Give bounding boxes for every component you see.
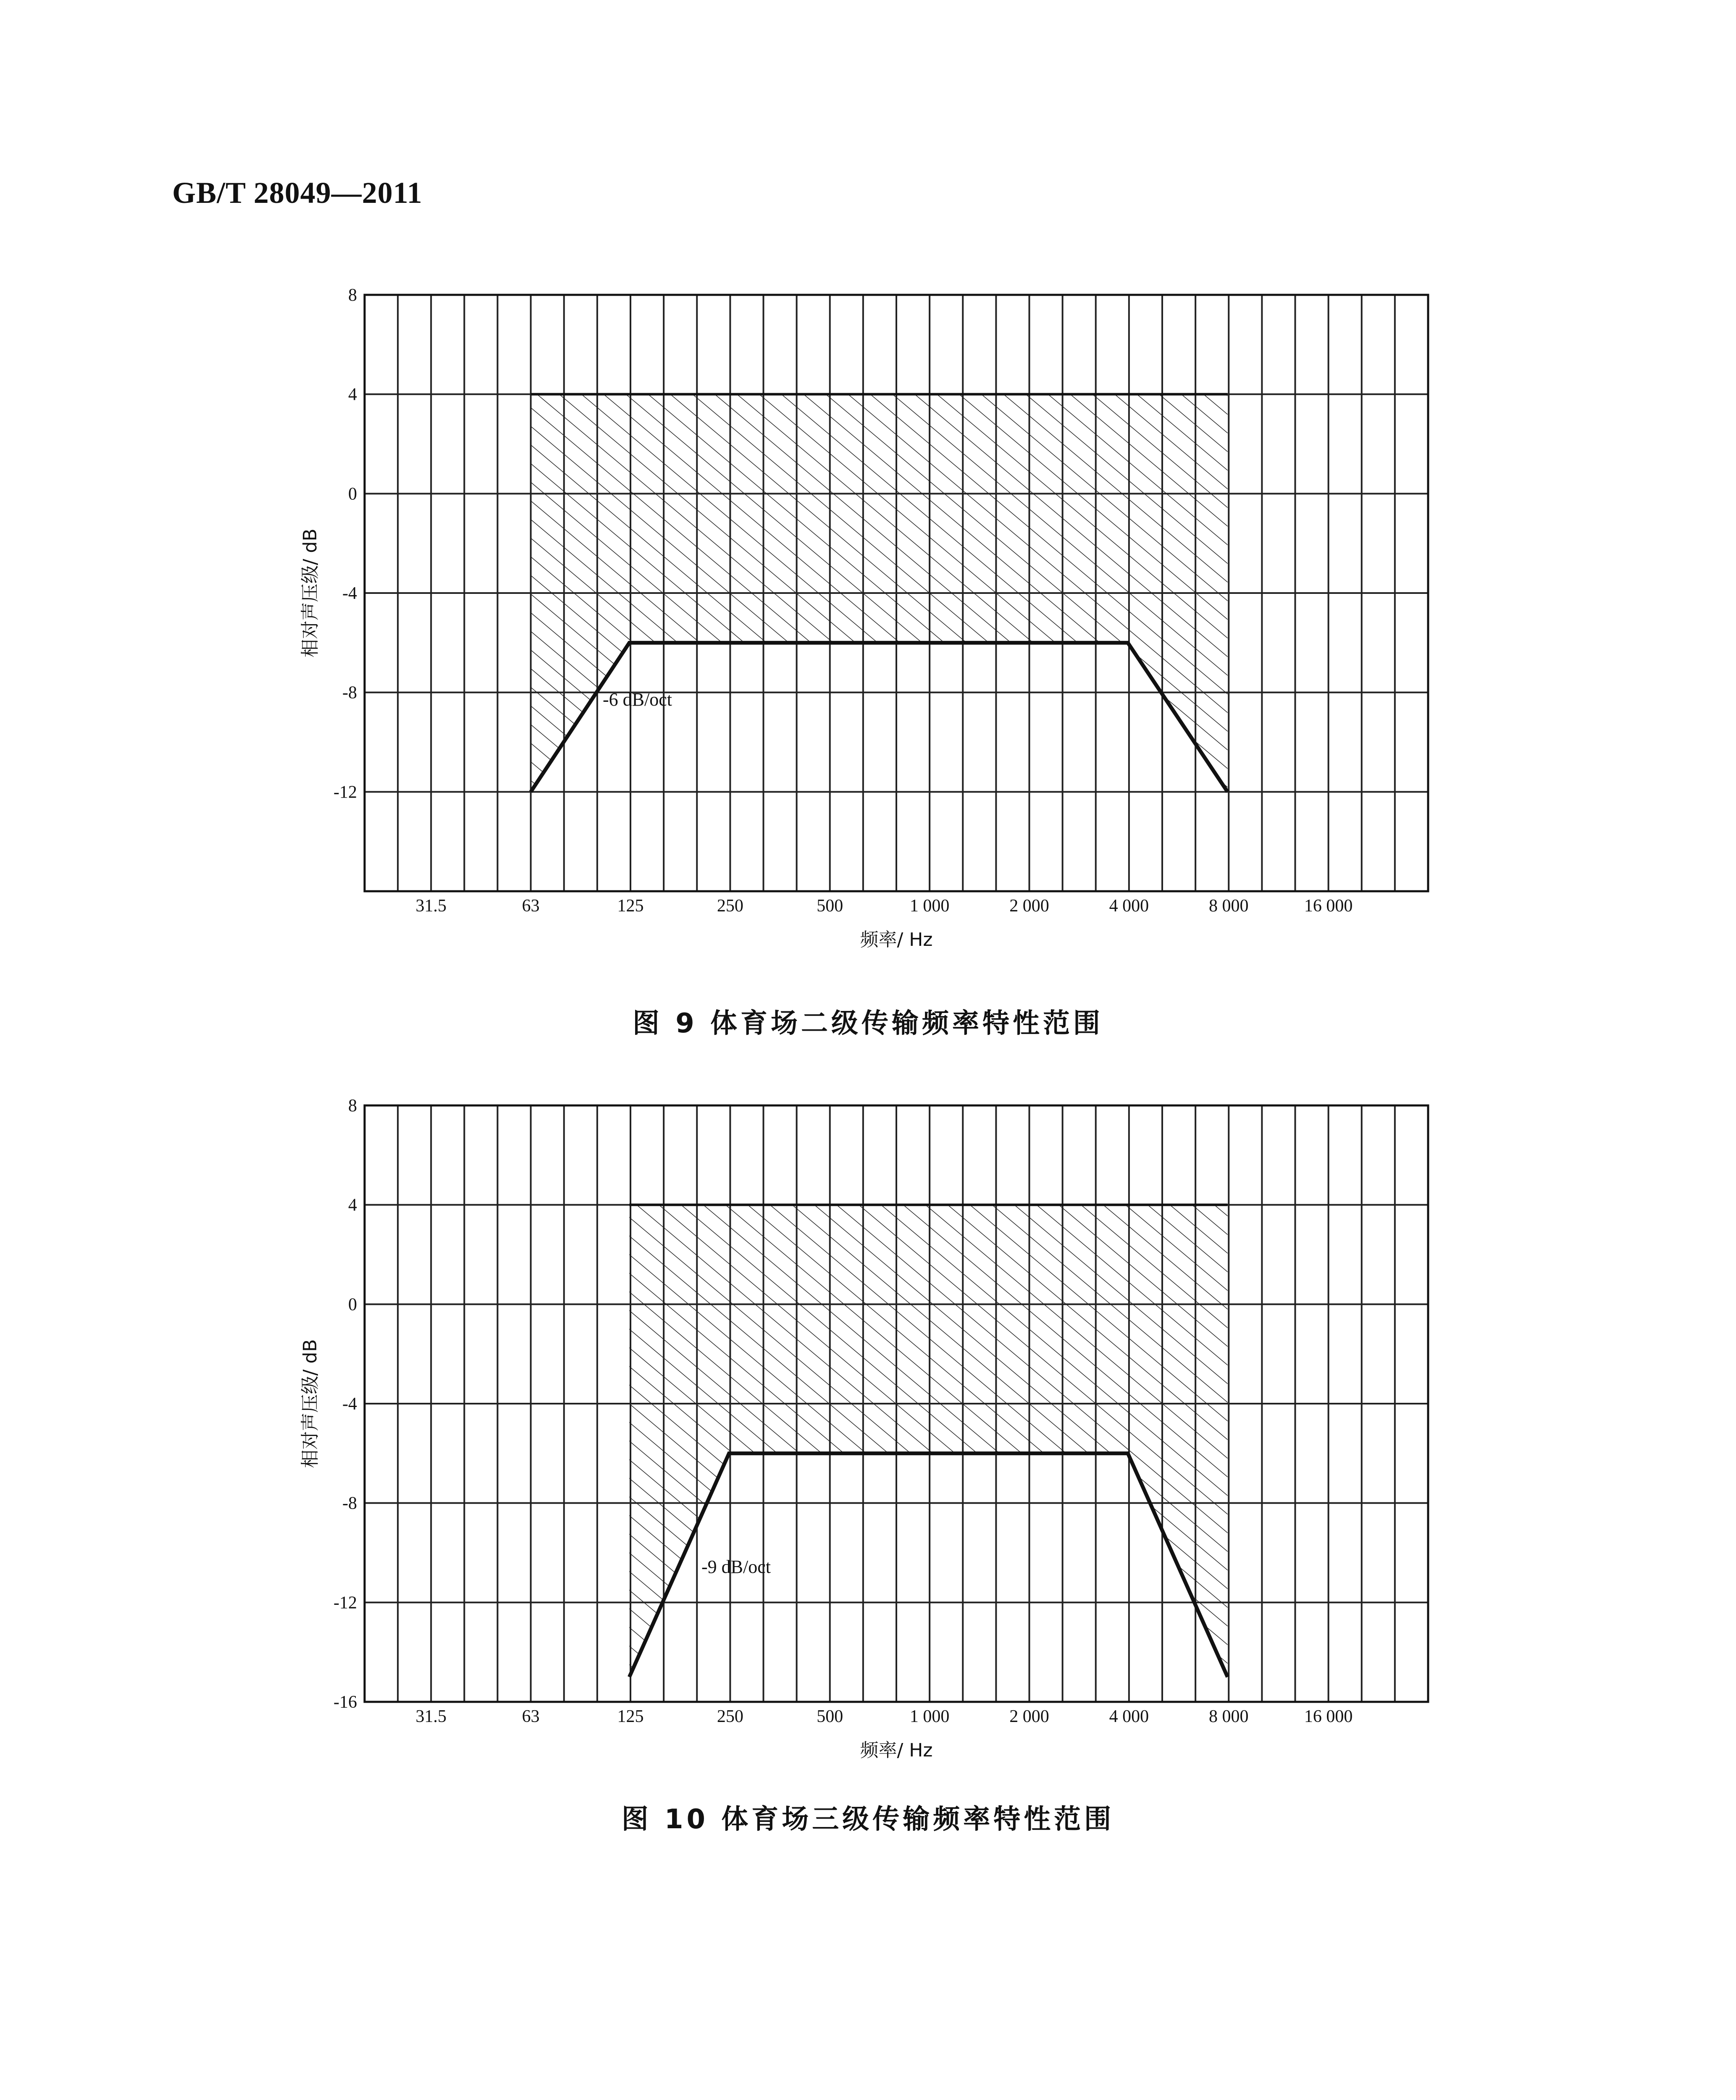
x-tick-label: 1 000 — [909, 896, 950, 916]
tolerance-region — [629, 1205, 1227, 1677]
x-tick-label: 250 — [717, 896, 743, 916]
y-tick-label: -8 — [342, 683, 357, 703]
x-tick-label: 125 — [617, 896, 644, 916]
x-tick-label: 16 000 — [1304, 1707, 1353, 1726]
x-tick-label: 250 — [717, 1707, 743, 1726]
y-tick-label: 8 — [348, 286, 357, 305]
y-tick-label: 4 — [348, 1195, 357, 1215]
y-axis-title: 相对声压级/ dB — [299, 528, 321, 658]
y-tick-label: -8 — [342, 1494, 357, 1513]
y-tick-label: 0 — [348, 484, 357, 504]
figure-9-caption: 图 9 体育场二级传输频率特性范围 — [632, 1008, 1104, 1039]
y-tick-label: 0 — [348, 1295, 357, 1315]
x-tick-label: 8 000 — [1209, 896, 1249, 916]
x-tick-label: 2 000 — [1009, 1707, 1049, 1726]
y-tick-label: -4 — [342, 584, 357, 603]
document-header: GB/T 28049—2011 — [172, 176, 423, 210]
slope-annotation: -9 dB/oct — [701, 1557, 771, 1577]
x-tick-label: 8 000 — [1209, 1707, 1249, 1726]
x-tick-label: 1 000 — [909, 1707, 950, 1726]
x-tick-label: 125 — [617, 1707, 644, 1726]
x-tick-label: 63 — [522, 1707, 540, 1726]
x-tick-label: 4 000 — [1109, 1707, 1149, 1726]
x-axis-title: 频率/ Hz — [860, 1740, 933, 1761]
y-tick-label: -12 — [334, 1593, 357, 1613]
x-tick-label: 4 000 — [1109, 896, 1149, 916]
y-tick-label: 4 — [348, 385, 357, 404]
x-tick-label: 63 — [522, 896, 540, 916]
x-axis-title: 频率/ Hz — [860, 929, 933, 950]
y-tick-label: -4 — [342, 1394, 357, 1414]
slope-annotation: -6 dB/oct — [603, 689, 672, 710]
x-tick-label: 500 — [817, 1707, 843, 1726]
figure-10-caption: 图 10 体育场三级传输频率特性范围 — [621, 1804, 1115, 1835]
y-tick-label: 8 — [348, 1096, 357, 1116]
x-tick-label: 31.5 — [415, 1707, 446, 1726]
x-tick-label: 31.5 — [415, 896, 446, 916]
y-tick-label: -16 — [334, 1693, 357, 1712]
x-tick-label: 16 000 — [1304, 896, 1353, 916]
y-tick-label: -12 — [334, 782, 357, 802]
x-tick-label: 2 000 — [1009, 896, 1049, 916]
y-axis-title: 相对声压级/ dB — [299, 1339, 321, 1468]
x-tick-label: 500 — [817, 896, 843, 916]
